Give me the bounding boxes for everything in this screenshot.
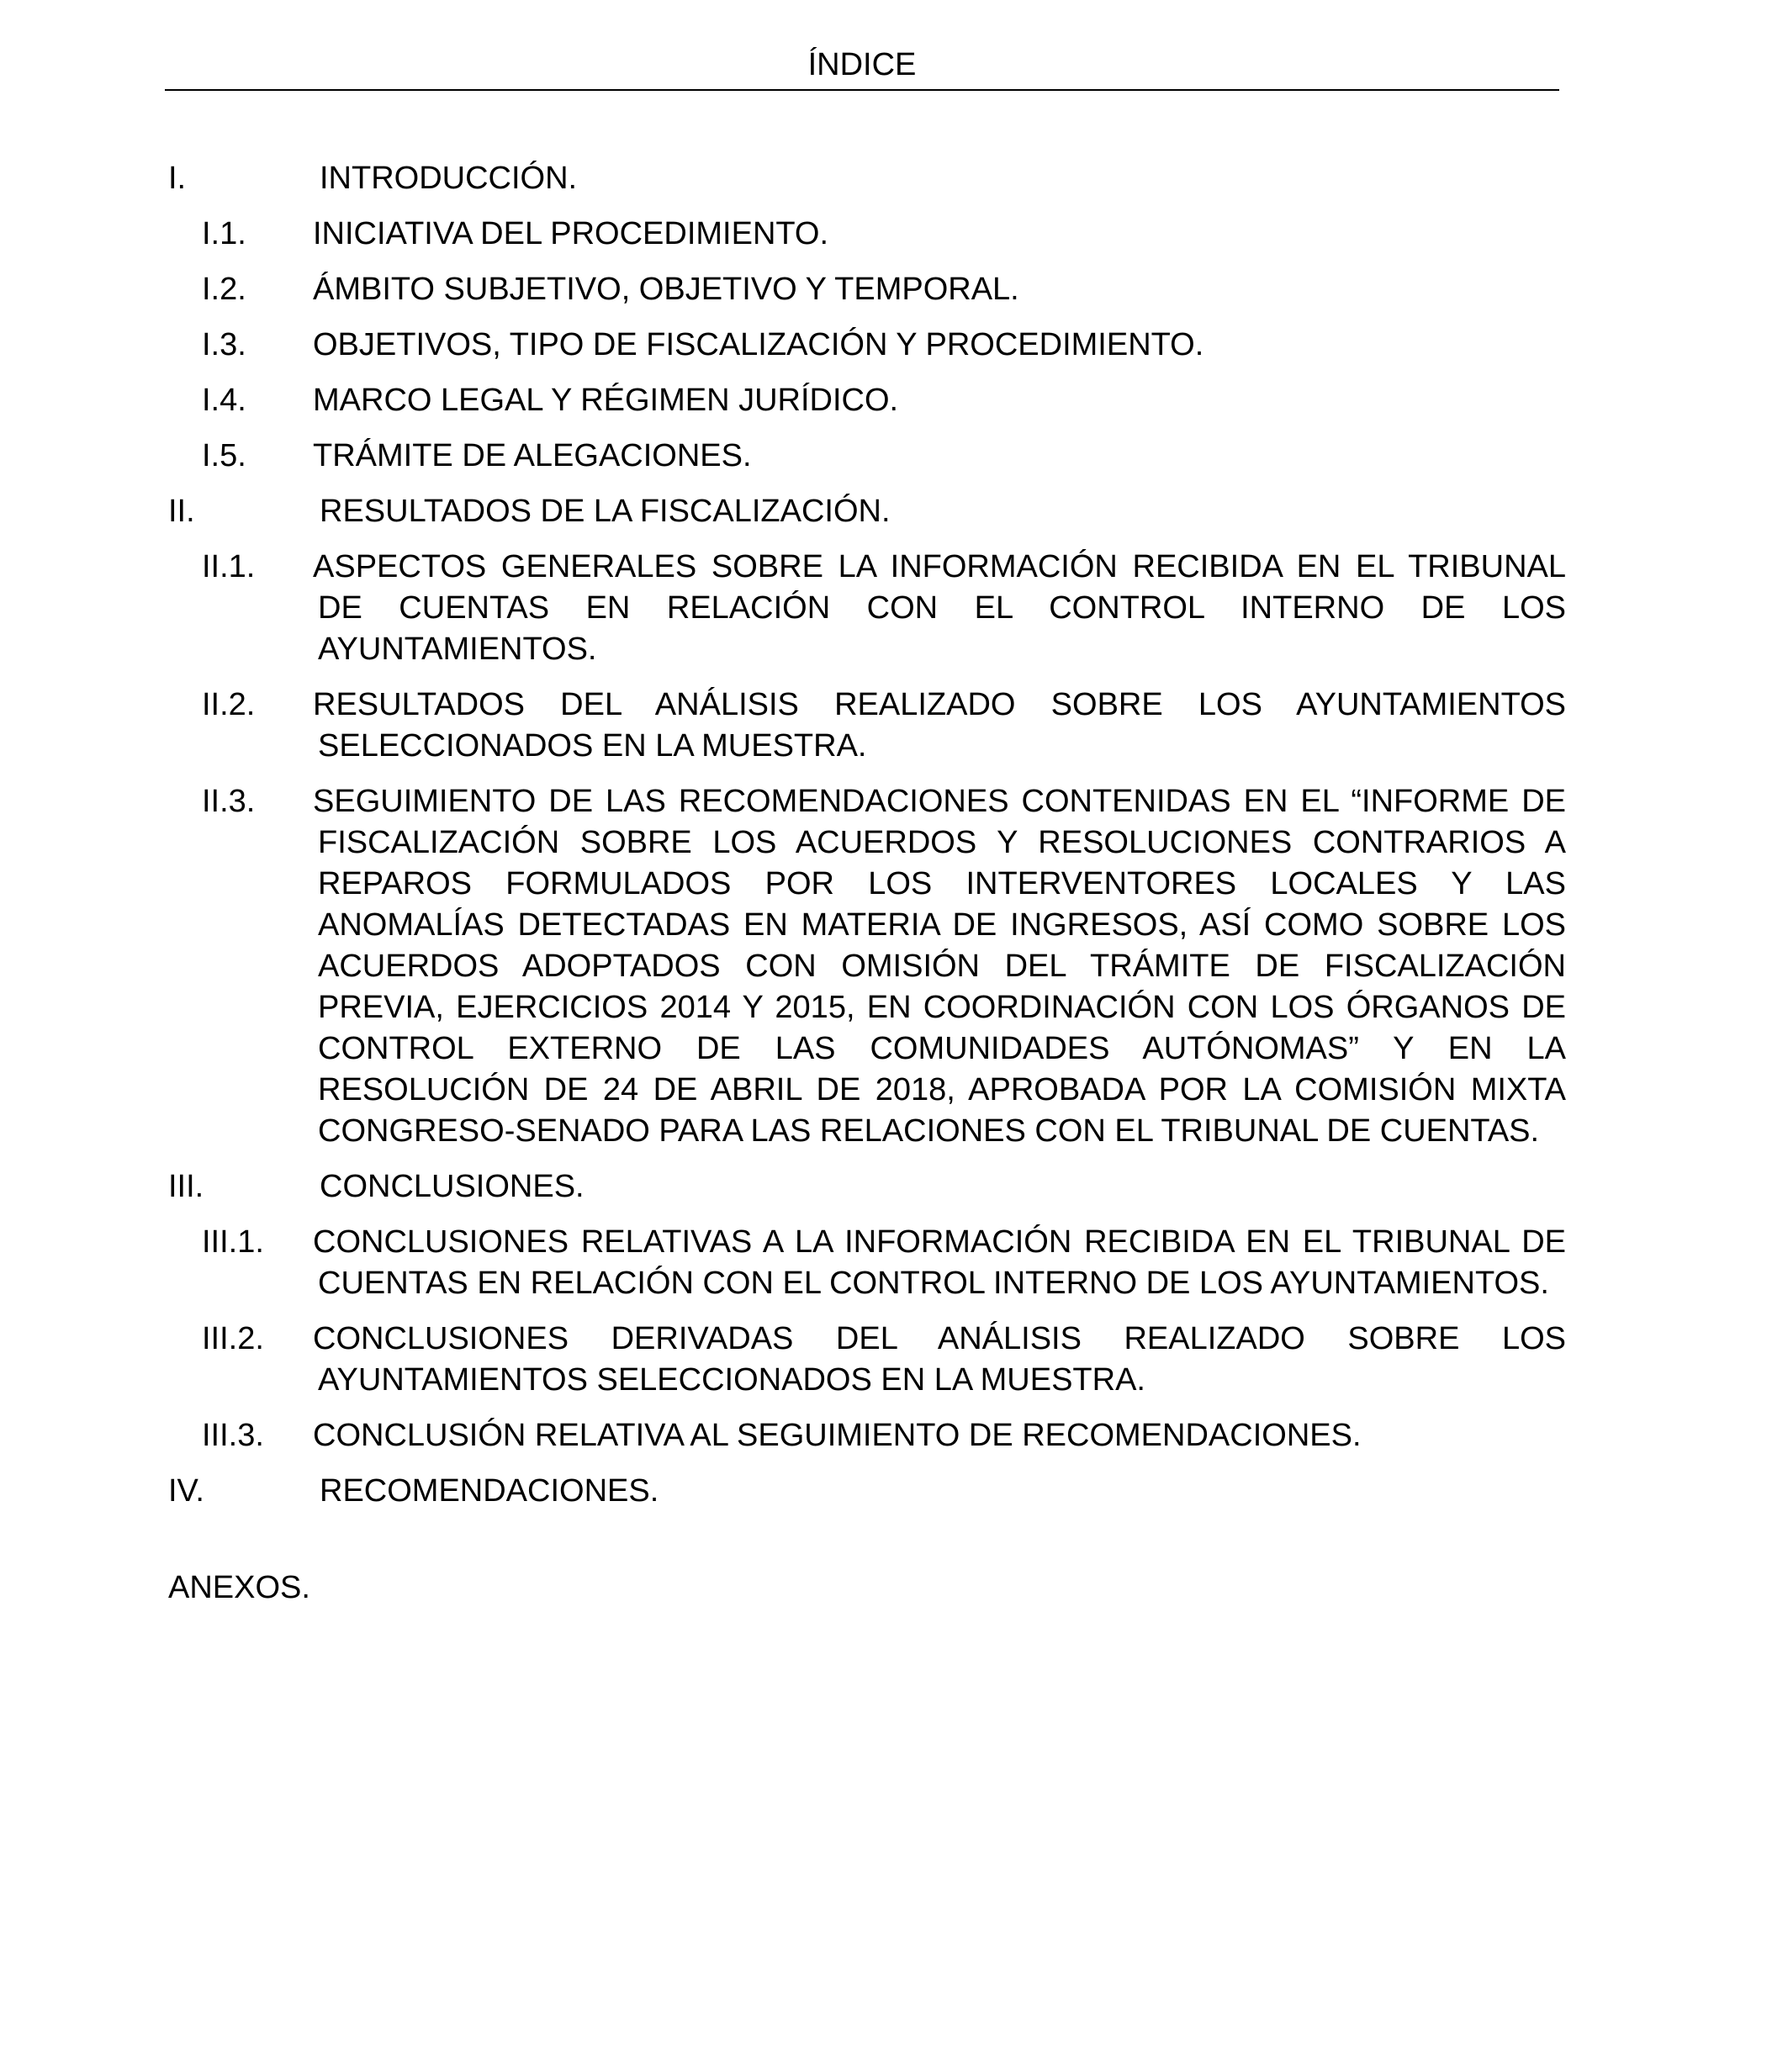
toc-subsection-i-5[interactable] [168, 436, 1566, 477]
toc-section-ii[interactable] [168, 491, 1566, 532]
toc-subsection-title: CONCLUSIÓN RELATIVA AL SEGUIMIENTO DE RECOMENDACIONES. [313, 1418, 1362, 1453]
toc-subsection-i-3[interactable] [168, 325, 1566, 366]
toc-subsection-title: CONCLUSIONES DERIVADAS DEL ANÁLISIS REALIZADO SOBRE LOS AYUNTAMIENTOS SELECCIONADOS EN LA MUESTRA. [313, 1321, 1566, 1398]
toc-subsection-title: ASPECTOS GENERALES SOBRE LA INFORMACIÓN RECIBIDA EN EL TRIBUNAL DE CUENTAS EN RELACIÓN CON EL CONTROL INTERNO DE LOS AYUNTAMIENTOS. [313, 549, 1566, 667]
toc-section-number: I. [168, 161, 187, 196]
toc-subsection-i-1[interactable] [168, 214, 1566, 255]
toc-section-i[interactable] [168, 158, 1566, 199]
toc-subsection-ii-1[interactable] [168, 547, 1566, 670]
toc-subsection-number: III.3. [202, 1418, 264, 1453]
toc-subsection-iii-2[interactable] [168, 1319, 1566, 1401]
toc-section-title: CONCLUSIONES. [320, 1169, 585, 1204]
toc-subsection-number: I.4. [202, 383, 246, 418]
toc-subsection-i-4[interactable] [168, 380, 1566, 421]
toc-annex-title: ANEXOS. [168, 1570, 310, 1605]
page-title: ÍNDICE [807, 47, 917, 82]
toc-subsection-number: II.1. [202, 549, 256, 584]
toc-subsection-title: RESULTADOS DEL ANÁLISIS REALIZADO SOBRE LOS AYUNTAMIENTOS SELECCIONADOS EN LA MUESTRA. [313, 687, 1566, 764]
toc-subsection-iii-3[interactable] [168, 1415, 1566, 1456]
toc-subsection-number: II.3. [202, 784, 256, 819]
toc-subsection-i-2[interactable] [168, 269, 1566, 310]
toc-subsection-title: ÁMBITO SUBJETIVO, OBJETIVO Y TEMPORAL. [313, 272, 1019, 307]
toc-subsection-number: III.1. [202, 1224, 264, 1260]
toc-section-iii[interactable] [168, 1166, 1566, 1208]
toc-subsection-number: II.2. [202, 687, 256, 722]
toc-section-title: RESULTADOS DE LA FISCALIZACIÓN. [320, 494, 891, 529]
toc-subsection-title: SEGUIMIENTO DE LAS RECOMENDACIONES CONTENIDAS EN EL “INFORME DE FISCALIZACIÓN SOBRE LOS ACUERDOS Y RESOLUCIONES CONTRARIOS A REPAROS FORMULADOS POR LOS INTERVENTORES LOCALES Y LAS ANOMALÍAS DETECTADAS EN MATERIA DE INGRESOS, ASÍ COMO SOBRE LOS ACUERDOS ADOPTADOS CON OMISIÓN DEL TRÁMITE DE FISCALIZACIÓN PREVIA, EJERCICIOS 2014 Y 2015, EN COORDINACIÓN CON LOS ÓRGANOS DE CONTROL EXTERNO DE LAS COMUNIDADES AUTÓNOMAS” Y EN LA RESOLUCIÓN DE 24 DE ABRIL DE 2018, APROBADA POR LA COMISIÓN MIXTA CONGRESO-SENADO PARA LAS RELACIONES CON EL TRIBUNAL DE CUENTAS. [313, 784, 1566, 1149]
toc-subsection-number: I.2. [202, 272, 246, 307]
toc-subsection-title: MARCO LEGAL Y RÉGIMEN JURÍDICO. [313, 383, 899, 418]
toc-subsection-number: I.1. [202, 216, 246, 251]
toc-subsection-ii-3[interactable] [168, 781, 1566, 1152]
table-of-contents [168, 158, 1566, 1609]
toc-section-title: INTRODUCCIÓN. [320, 161, 578, 196]
toc-subsection-title: CONCLUSIONES RELATIVAS A LA INFORMACIÓN RECIBIDA EN EL TRIBUNAL DE CUENTAS EN RELACIÓN CON EL CONTROL INTERNO DE LOS AYUNTAMIENTOS. [313, 1224, 1566, 1301]
toc-annex[interactable] [168, 1567, 1566, 1609]
toc-subsection-number: I.3. [202, 327, 246, 362]
toc-subsection-number: I.5. [202, 438, 246, 473]
toc-subsection-ii-2[interactable] [168, 684, 1566, 767]
header-divider [165, 89, 1559, 91]
toc-subsection-title: INICIATIVA DEL PROCEDIMIENTO. [313, 216, 829, 251]
toc-subsection-number: III.2. [202, 1321, 264, 1356]
toc-subsection-title: OBJETIVOS, TIPO DE FISCALIZACIÓN Y PROCEDIMIENTO. [313, 327, 1204, 362]
toc-section-number: II. [168, 494, 195, 529]
toc-subsection-iii-1[interactable] [168, 1222, 1566, 1304]
toc-section-number: III. [168, 1169, 204, 1204]
toc-section-iv[interactable] [168, 1471, 1566, 1512]
toc-subsection-title: TRÁMITE DE ALEGACIONES. [313, 438, 752, 473]
toc-section-title: RECOMENDACIONES. [320, 1473, 659, 1509]
toc-section-number: IV. [168, 1473, 204, 1509]
